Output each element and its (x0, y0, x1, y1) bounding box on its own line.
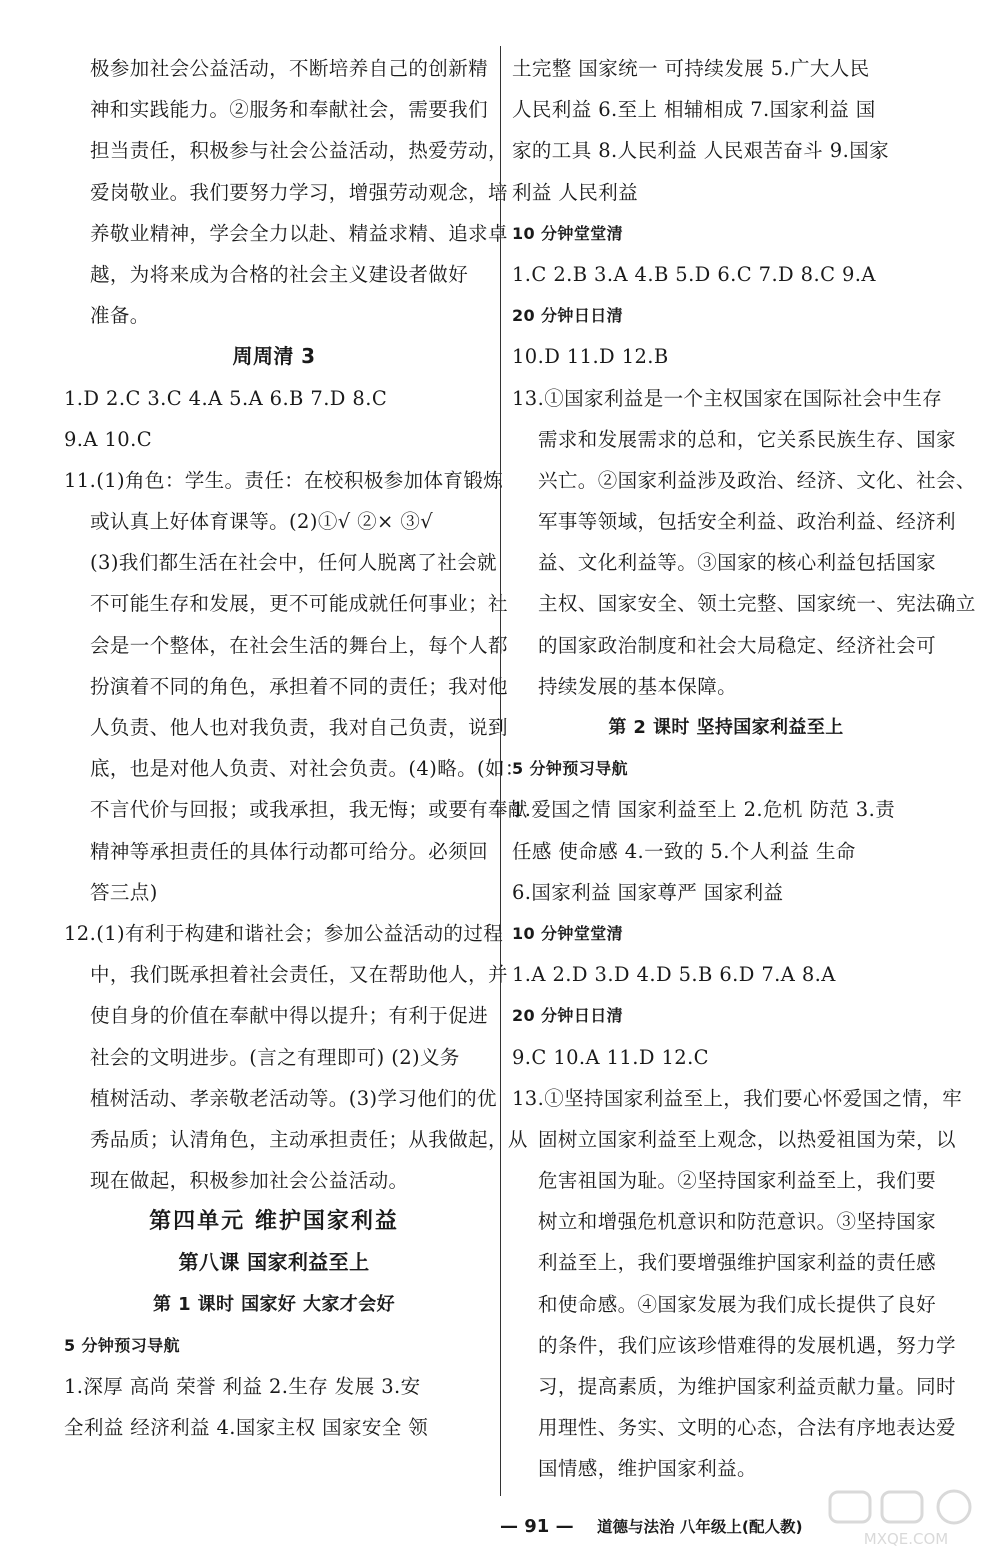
text-line: 习，提高素质，为维护国家利益贡献力量。同时 (538, 1375, 956, 1398)
text-line: 会是一个整体，在社会生活的舞台上，每个人都 (90, 633, 508, 657)
section-label: 20 分钟日日清 (512, 1006, 624, 1026)
answer-line: 1.C 2.B 3.A 4.B 5.D 6.C 7.D 8.C 9.A (512, 262, 876, 286)
right-column (512, 48, 976, 1490)
text-line: 使自身的价值在奉献中得以提升；有利于促进 (90, 1004, 489, 1028)
text-line: (3)我们都生活在社会中，任何人脱离了社会就 (90, 551, 497, 575)
text-line: 需求和发展需求的总和，它关系民族生存、国家 (538, 427, 956, 451)
text-line: 神和实践能力。②服务和奉献社会，需要我们 (90, 98, 489, 122)
text-line: 主权、国家安全、领土完整、国家统一、宪法确立 (538, 592, 976, 616)
answer-line: 家的工具 8.人民利益 人民艰苦奋斗 9.国家 (512, 139, 890, 163)
text-line: 越，为将来成为合格的社会主义建设者做好 (90, 262, 469, 286)
answer-line: 任感 使命感 4.一致的 5.个人利益 生命 (512, 839, 856, 863)
section-label: 5 分钟预习导航 (512, 759, 628, 779)
answer-line: 11.(1)角色：学生。责任：在校积极参加体育锻炼 (64, 468, 504, 492)
text-line: 中，我们既承担着社会责任，又在帮助他人，并 (90, 963, 508, 987)
text-line: 担当责任，积极参与社会公益活动，热爱劳动， (90, 139, 508, 163)
text-line: 爱岗敬业。我们要努力学习，增强劳动观念，培 (90, 180, 508, 204)
text-line: 社会的文明进步。(言之有理即可) (2)义务 (90, 1045, 460, 1069)
text-line: 国情感，维护国家利益。 (538, 1457, 757, 1481)
section-label: 10 分钟堂堂清 (512, 923, 624, 943)
text-line: 人负责、他人也对我负责，我对自己负责，说到 (90, 716, 508, 739)
answer-line: 人民利益 6.至上 相辅相成 7.国家利益 国 (512, 98, 876, 122)
text-line: 不可能生存和发展，更不可能成就任何事业；社 (90, 592, 508, 616)
watermark-logo (826, 1488, 986, 1550)
text-line: 精神等承担责任的具体行动都可给分。必须回 (90, 839, 489, 863)
text-line: 持续发展的基本保障。 (538, 674, 738, 698)
answer-line: 利益 人民利益 (512, 180, 638, 204)
text-line: 现在做起，积极参加社会公益活动。 (90, 1169, 409, 1193)
class-period-heading: 第 2 课时 坚持国家利益至上 (608, 717, 844, 738)
text-line: 植树活动、孝亲敬老活动等。(3)学习他们的优 (90, 1086, 497, 1110)
section-label: 20 分钟日日清 (512, 306, 624, 326)
answer-line: 1.爱国之情 国家利益至上 2.危机 防范 3.责 (512, 798, 896, 822)
text-line: 不言代价与回报；或我承担，我无悔；或要有奉献 (90, 798, 528, 822)
section-label: 5 分钟预习导航 (64, 1335, 180, 1355)
text-line: 兴亡。②国家利益涉及政治、经济、文化、社会、 (538, 468, 976, 492)
section-label: 10 分钟堂堂清 (512, 223, 624, 243)
lesson-heading: 第八课 国家利益至上 (178, 1250, 370, 1275)
answer-line: 13.①坚持国家利益至上，我们要心怀爱国之情，牢 (512, 1086, 963, 1110)
text-line: 益、文化利益等。③国家的核心利益包括国家 (538, 551, 937, 575)
watermark-text: MXQE.COM (863, 1530, 949, 1548)
unit-heading: 第四单元 维护国家利益 (149, 1209, 399, 1235)
weekly-review-heading: 周周清 3 (232, 344, 316, 369)
text-line: 答三点) (90, 880, 158, 904)
column-divider (500, 46, 501, 1496)
answer-line: 13.①国家利益是一个主权国家在国际社会中生存 (512, 386, 943, 410)
book-title: 道德与法治 八年级上(配人教) (597, 1518, 803, 1536)
text-line: 和使命感。④国家发展为我们成长提供了良好 (538, 1292, 937, 1316)
answer-line: 1.A 2.D 3.D 4.D 5.B 6.D 7.A 8.A (512, 963, 836, 987)
answer-line: 10.D 11.D 12.B (512, 345, 669, 369)
answer-line: 12.(1)有利于构建和谐社会；参加公益活动的过程 (64, 921, 504, 945)
text-line: 树立和增强危机意识和防范意识。③坚持国家 (538, 1210, 937, 1234)
text-line: 的条件，我们应该珍惜难得的发展机遇，努力学 (538, 1333, 956, 1357)
text-line: 底，也是对他人负责、对社会负责。(4)略。(如： (90, 757, 525, 781)
class-period-heading: 第 1 课时 国家好 大家才会好 (153, 1293, 395, 1315)
text-line: 利益至上，我们要增强维护国家利益的责任感 (538, 1251, 937, 1275)
answer-line: 9.A 10.C (64, 427, 153, 451)
text-line: 军事等领域，包括安全利益、政治利益、经济利 (538, 510, 956, 534)
answer-line: 1.D 2.C 3.C 4.A 5.A 6.B 7.D 8.C (64, 386, 388, 410)
text-line: 用理性、务实、文明的心态，合法有序地表达爱 (538, 1416, 956, 1440)
text-line: 准备。 (90, 304, 150, 328)
answer-line: 1.深厚 高尚 荣誉 利益 2.生存 发展 3.安 (64, 1375, 421, 1398)
answer-line: 土完整 国家统一 可持续发展 5.广大人民 (512, 57, 870, 80)
text-line: 秀品质；认清角色，主动承担责任；从我做起，从 (90, 1127, 528, 1151)
page-number: — 91 — (500, 1516, 574, 1537)
text-line: 扮演着不同的角色，承担着不同的责任；我对他 (90, 674, 508, 698)
text-line: 养敬业精神，学会全力以赴、精益求精、追求卓 (90, 221, 508, 245)
left-column (64, 48, 528, 1448)
text-line: 的国家政治制度和社会大局稳定、经济社会可 (538, 633, 937, 657)
text-line: 危害祖国为耻。②坚持国家利益至上，我们要 (538, 1169, 937, 1193)
text-line: 固树立国家利益至上观念，以热爱祖国为荣，以 (538, 1127, 956, 1151)
answer-line: 6.国家利益 国家尊严 国家利益 (512, 880, 784, 904)
answer-line: 全利益 经济利益 4.国家主权 国家安全 领 (64, 1416, 429, 1440)
text-line: 或认真上好体育课等。(2)①√ ②× ③√ (90, 510, 434, 534)
text-line: 极参加社会公益活动，不断培养自己的创新精 (90, 57, 489, 80)
answer-line: 9.C 10.A 11.D 12.C (512, 1045, 709, 1069)
